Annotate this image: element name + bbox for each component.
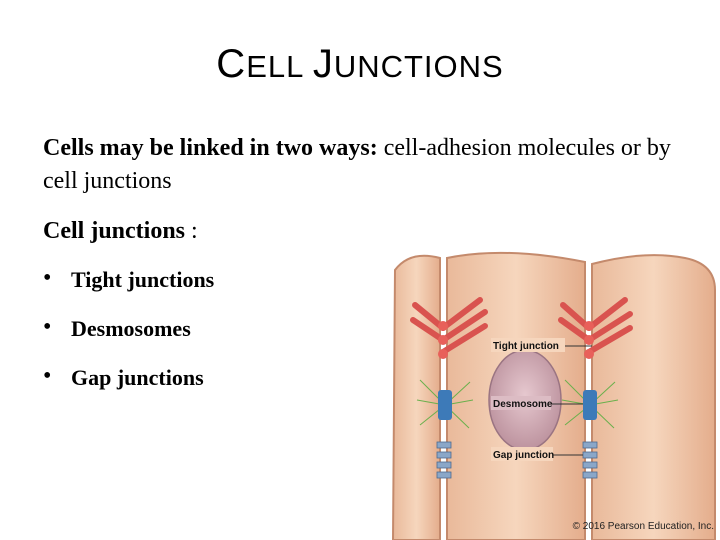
cell-body-right [592, 255, 715, 540]
bullet-icon: • [43, 265, 52, 291]
cell-junction-illustration [385, 250, 720, 540]
bullet-text: Desmosomes [71, 316, 191, 341]
subheading-rest: : [185, 218, 198, 244]
cell-body-left [393, 256, 440, 540]
bullet-text: Tight junctions [71, 267, 215, 292]
bullet-item [43, 365, 214, 414]
title-letter: J [312, 42, 334, 86]
bullet-icon: • [43, 363, 52, 389]
title-letter: C [216, 42, 247, 86]
bullet-icon: • [43, 314, 52, 340]
title-text: UNCTIONS [333, 49, 504, 84]
slide-title [0, 42, 720, 87]
label-desmosome: Desmosome [493, 399, 553, 410]
title-text: ELL [246, 49, 313, 84]
subheading [43, 218, 198, 245]
copyright-credit: © 2016 Pearson Education, Inc. [572, 521, 714, 532]
intro-bold: Cells may be linked in two ways: [43, 135, 378, 161]
intro-text [43, 132, 683, 198]
bullet-item [43, 316, 214, 365]
label-gap-junction: Gap junction [493, 450, 555, 461]
bullet-list [43, 267, 214, 414]
intro-rest: cell-adhesion molecules or by cell junctions [43, 135, 671, 194]
bullet-text: Gap junctions [71, 365, 204, 390]
tight-junction-beads-right [584, 321, 594, 359]
subheading-bold: Cell junctions [43, 218, 186, 244]
bullet-item [43, 267, 214, 316]
label-tight-junction: Tight junction [493, 341, 559, 352]
tight-junction-beads-left [438, 321, 448, 359]
